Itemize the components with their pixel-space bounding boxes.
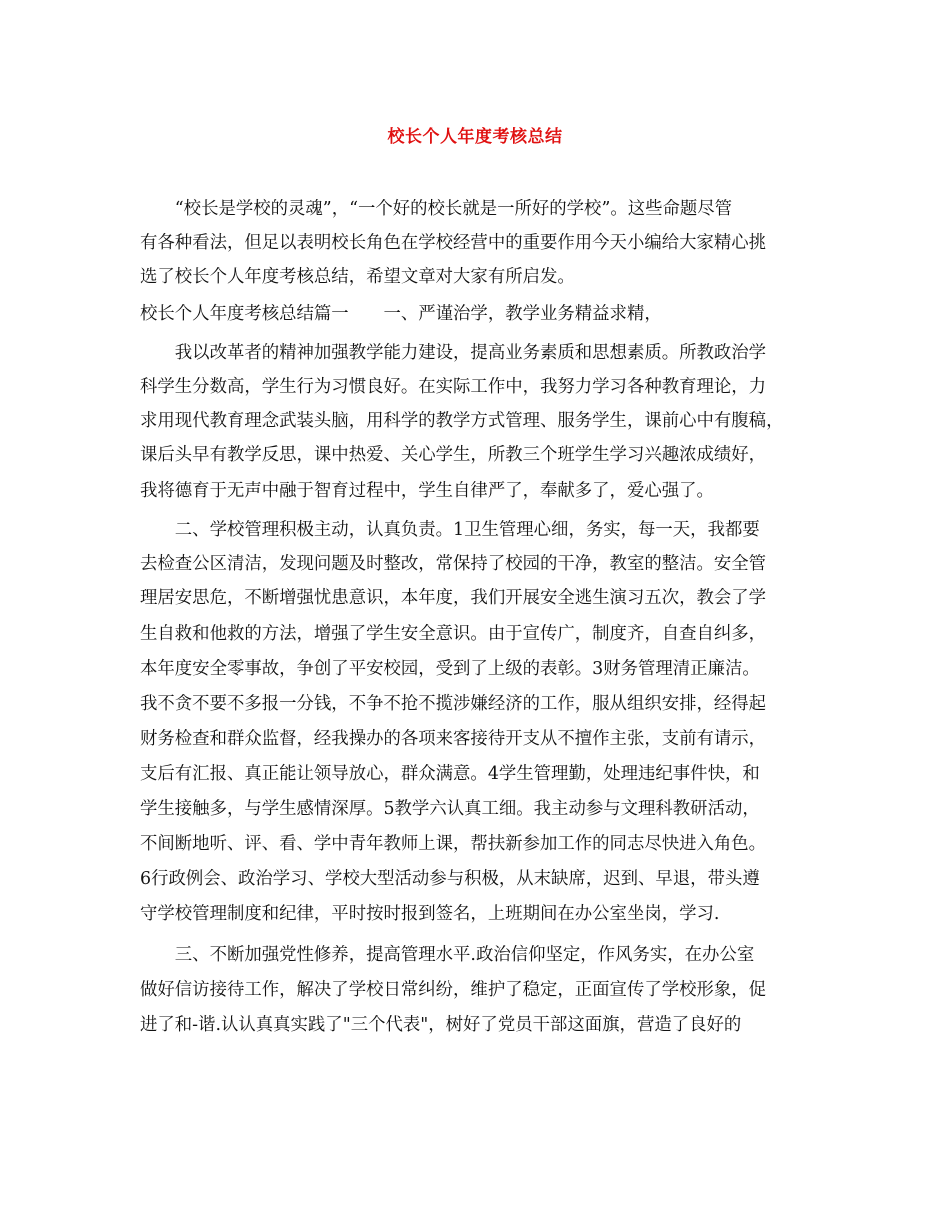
text-line: 不间断地听、评、看、学中青年教师上课，帮扶新参加工作的同志尽快进入角色。 (140, 834, 767, 854)
text-line: 有各种看法，但足以表明校长角色在学校经营中的重要作用今天小编给大家精心挑 (140, 233, 767, 253)
text-line: 进了和-谐.认认真真实践了"三个代表"，树好了党员干部这面旗，营造了良好的 (140, 1015, 742, 1035)
text-line: 守学校管理制度和纪律，平时按时报到签名，上班期间在办公室坐岗，学习. (140, 904, 720, 924)
text-line: 生自救和他救的方法，增强了学生安全意识。由于宣传广，制度齐，自查自纠多， (140, 624, 767, 644)
text-line: 理居安思危，不断增强忧患意识，本年度，我们开展安全逃生演习五次，教会了学 (140, 588, 767, 608)
text-line: 科学生分数高，学生行为习惯良好。在实际工作中，我努力学习各种教育理论，力 (140, 377, 767, 397)
text-line: 本年度安全零事故，争创了平安校园，受到了上级的表彰。3财务管理清正廉洁。 (140, 659, 760, 679)
text-line: 财务检查和群众监督，经我操办的各项来客接待开支从不擅作主张，支前有请示， (140, 729, 767, 749)
text-line: 三、不断加强党性修养，提高管理水平.政治信仰坚定，作风务实，在办公室 (140, 945, 755, 965)
text-line: 做好信访接待工作，解决了学校日常纠纷，维护了稳定，正面宣传了学校形象，促 (140, 980, 767, 1000)
text-line: 课后头早有教学反思，课中热爱、关心学生，所教三个班学生学习兴趣浓成绩好， (140, 445, 767, 465)
text-line: 求用现代教育理念武装头脑，用科学的教学方式管理、服务学生，课前心中有腹稿， (140, 411, 784, 431)
text-line: 学生接触多，与学生感情深厚。5教学六认真工细。我主动参与文理科教研活动， (140, 799, 760, 819)
section-heading-line: 校长个人年度考核总结篇一 一、严谨治学，教学业务精益求精， (140, 304, 662, 324)
text-line: “校长是学校的灵魂”，“一个好的校长就是一所好的学校”。这些命题尽管 (140, 199, 733, 219)
text-line: 支后有汇报、真正能让领导放心，群众满意。4学生管理勤，处理违纪事件快，和 (140, 764, 760, 784)
text-line: 我以改革者的精神加强教学能力建设，提高业务素质和思想素质。所教政治学 (140, 343, 767, 363)
text-line: 我不贪不要不多报一分钱，不争不抢不揽涉嫌经济的工作，服从组织安排，经得起 (140, 694, 767, 714)
text-line: 二、学校管理积极主动，认真负责。1卫生管理心细，务实，每一天，我都要 (140, 520, 760, 540)
text-line: 我将德育于无声中融于智育过程中，学生自律严了，奉献多了，爱心强了。 (140, 481, 714, 501)
text-line: 去检查公区清洁，发现问题及时整改，常保持了校园的干净，教室的整洁。安全管 (140, 554, 767, 574)
document-title: 校长个人年度考核总结 (387, 127, 563, 147)
text-line: 选了校长个人年度考核总结，希望文章对大家有所启发。 (140, 267, 575, 287)
text-line: 6行政例会、政治学习、学校大型活动参与积极，从末缺席，迟到、早退，带头遵 (140, 869, 760, 889)
